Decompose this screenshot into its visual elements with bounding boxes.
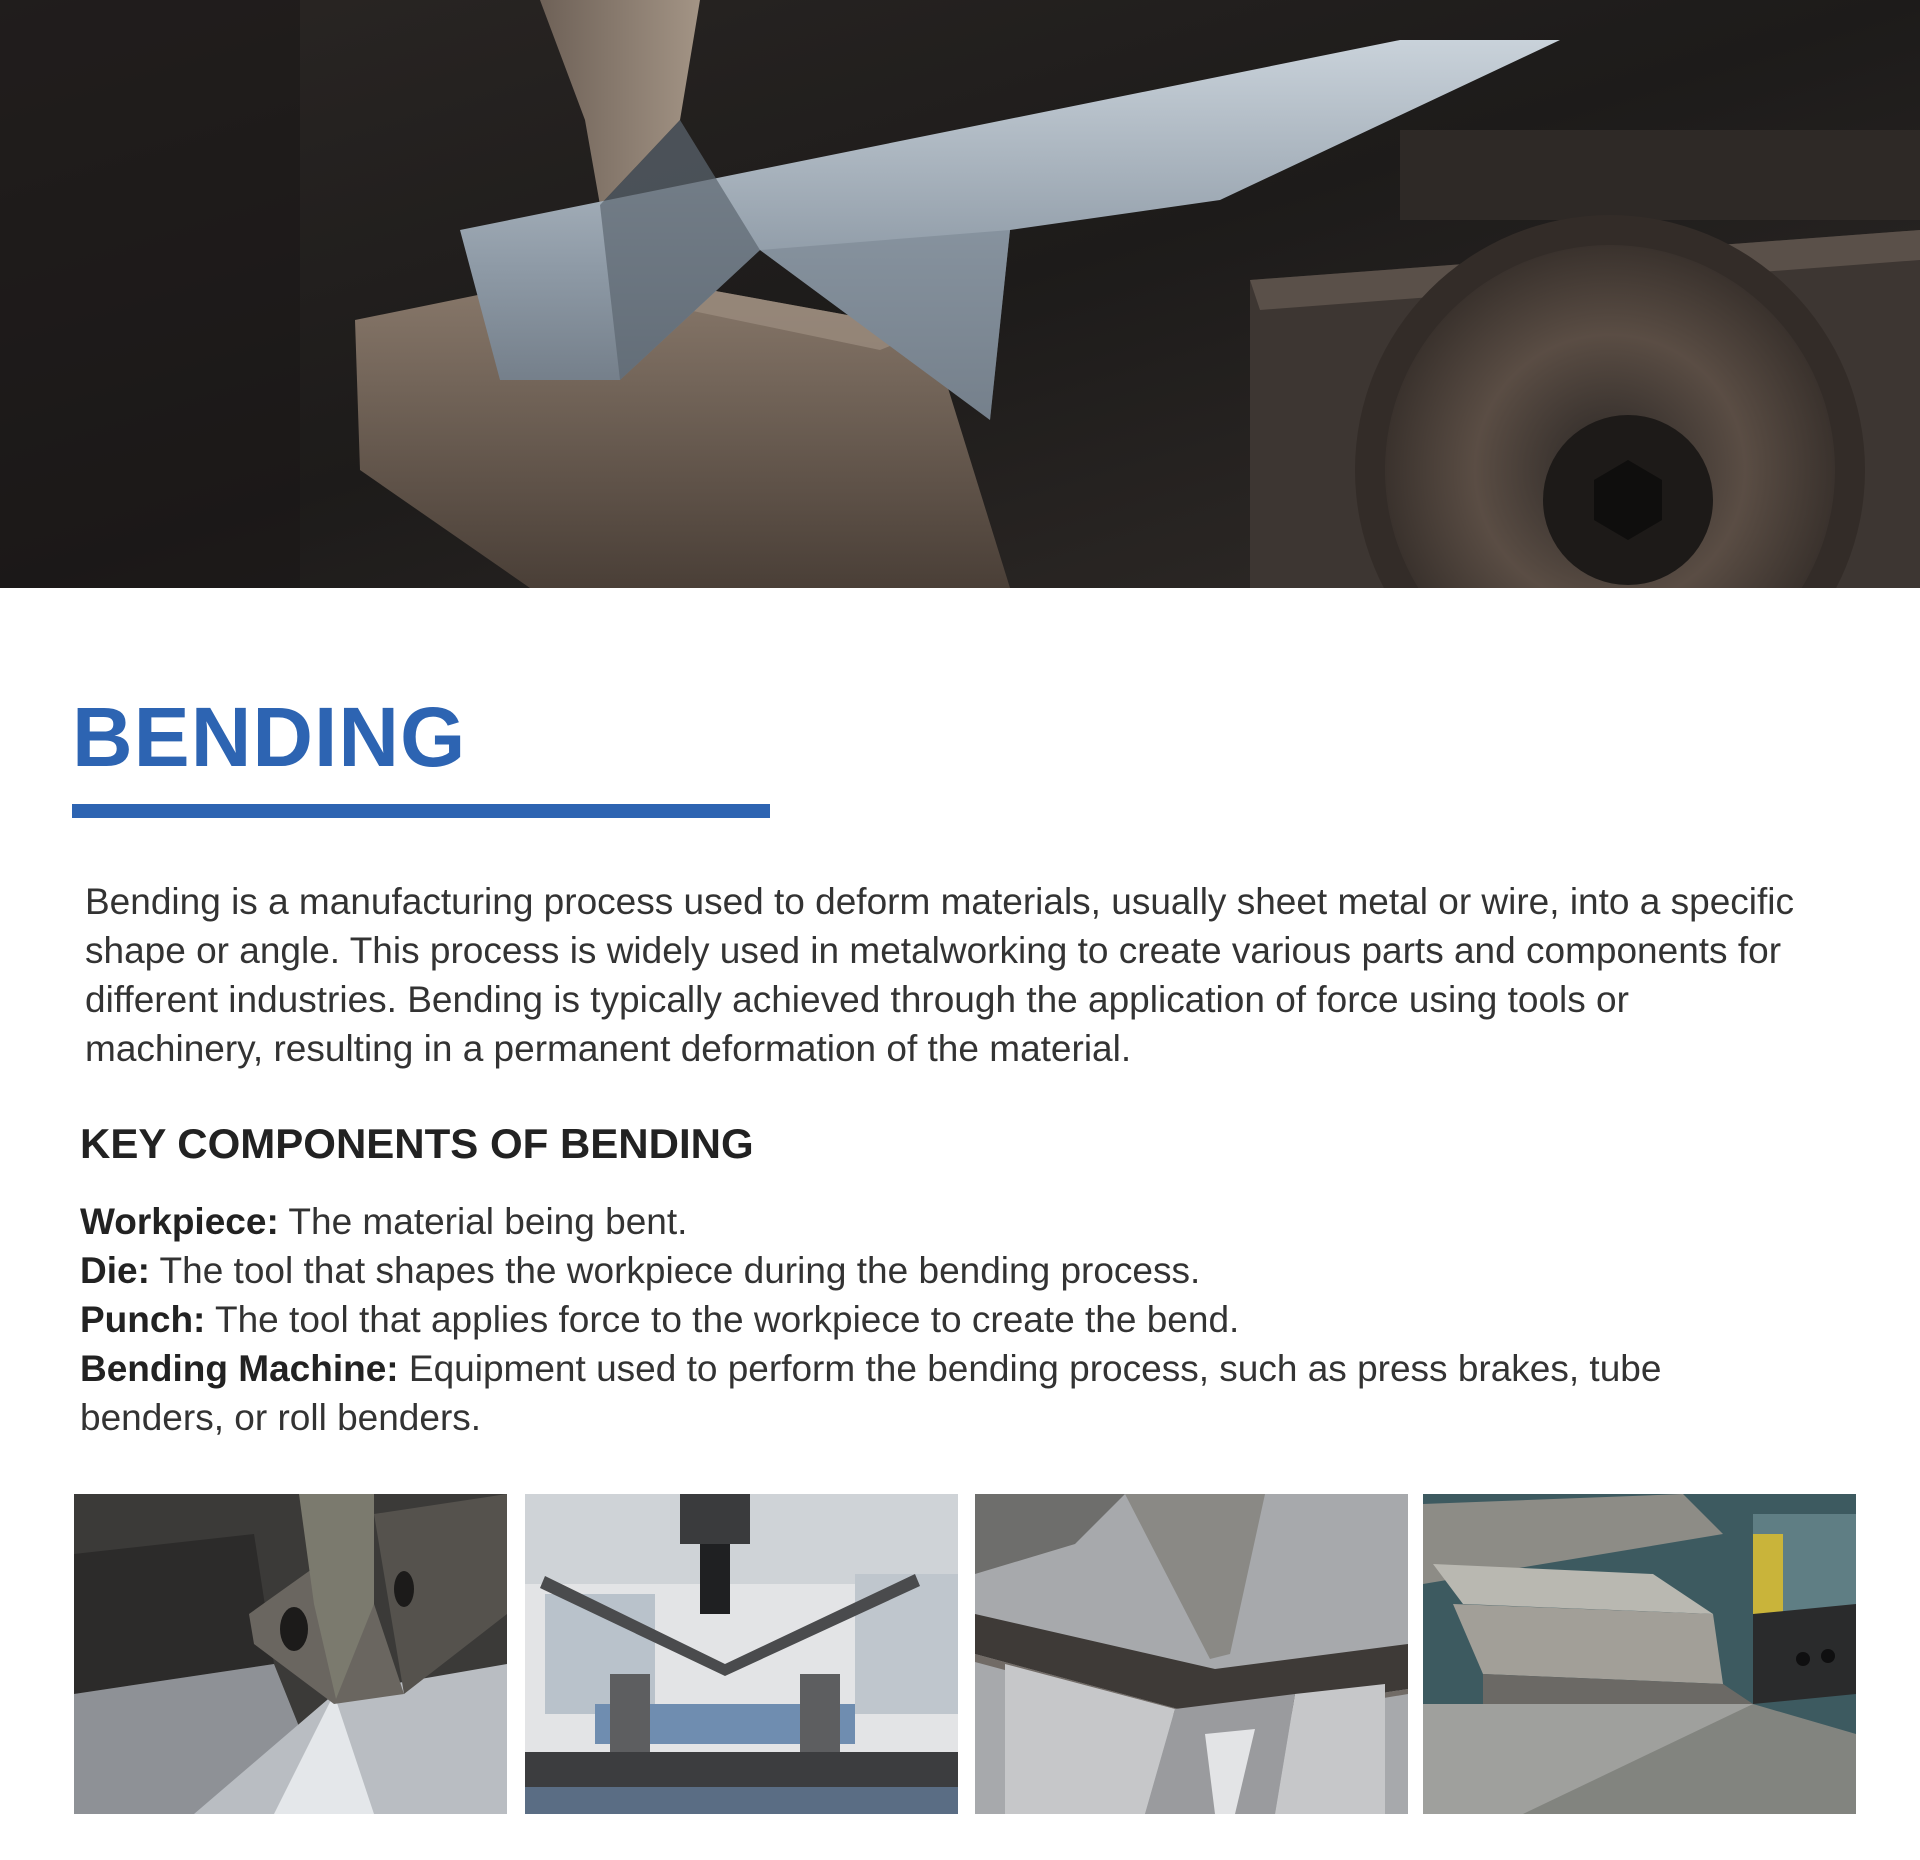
component-term: Die: [80,1250,150,1291]
title-underline [72,804,770,818]
component-item-punch [80,1295,1780,1344]
key-components-heading: KEY COMPONENTS OF BENDING [80,1120,754,1167]
component-description: The tool that shapes the workpiece during the bending process. [149,1250,1201,1291]
component-term: Workpiece: [80,1201,279,1242]
component-description: The tool that applies force to the workpiece to create the bend. [205,1299,1240,1340]
page-title: BENDING [72,690,467,784]
component-item-bending-machine [80,1344,1780,1442]
v-die-bent-plate-photo [975,1494,1408,1814]
punch-and-die-closeup-photo [74,1494,507,1814]
key-components-list [80,1197,1780,1442]
press-brake-tooling-photo [1423,1494,1856,1814]
intro-paragraph: Bending is a manufacturing process used to deform materials, usually sheet metal or wire, into a specific shape or angle. This process is widely used in metalworking to create various parts and components for different industries. Bending is typically achieved through the application of force using tools or machinery, resulting in a permanent deformation of the material. [85,881,1794,1069]
component-description: The material being bent. [278,1201,688,1242]
gallery-photo-1 [74,1494,507,1814]
press-brake-bending-photo [0,0,1920,588]
component-term: Punch: [80,1299,206,1340]
component-item-die [80,1246,1780,1295]
hero-image [0,0,1920,588]
gallery-photo-2 [525,1494,958,1814]
component-term: Bending Machine: [80,1348,399,1389]
gallery-photo-3 [975,1494,1408,1814]
component-description: Equipment used to perform the bending process, such as press brakes, tube benders, or roll benders. [80,1348,1662,1438]
gallery-photo-4 [1423,1494,1856,1814]
component-item-workpiece [80,1197,1780,1246]
bending-test-fixture-photo [525,1494,958,1814]
photo-gallery [74,1494,1856,1814]
